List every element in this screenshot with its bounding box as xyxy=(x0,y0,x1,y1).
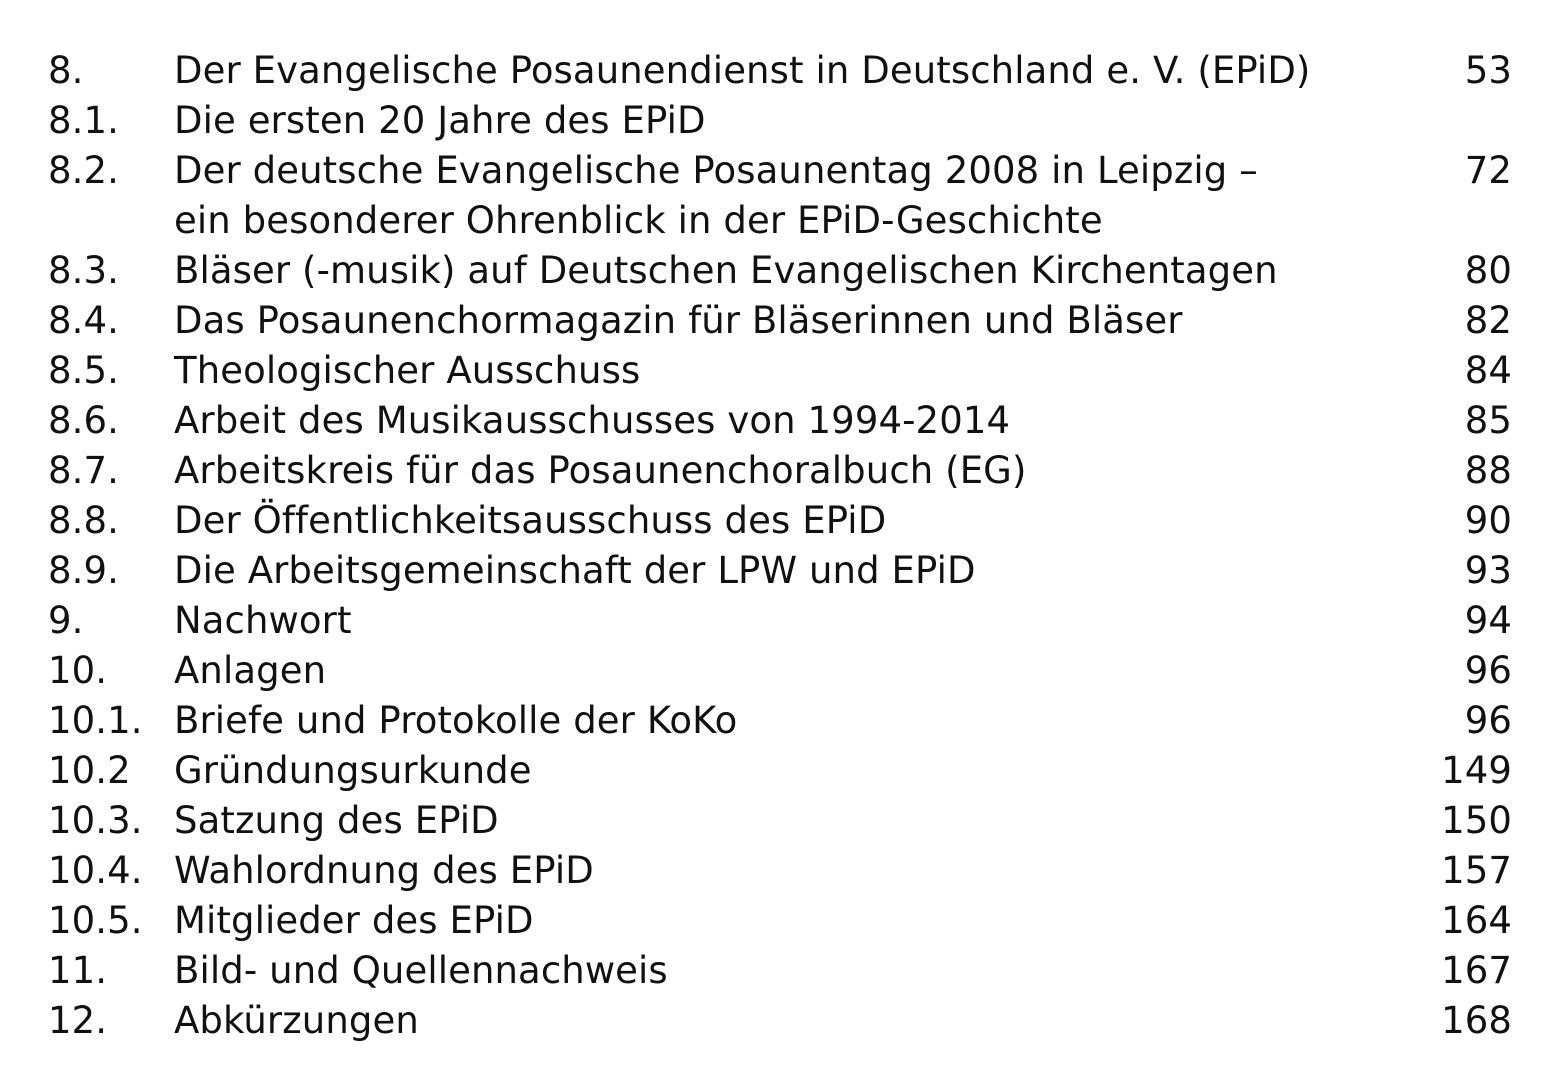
toc-entry xyxy=(48,746,1512,796)
toc-entry-title xyxy=(174,546,1404,596)
toc-entry-title-line: Der Evangelische Posaunendienst in Deutschland e. V. (EPiD) xyxy=(174,49,1311,92)
toc-entry-page-number: 149 xyxy=(1441,749,1512,792)
toc-entry-page-number: 93 xyxy=(1464,549,1512,592)
toc-entry-number: 10. xyxy=(48,649,108,692)
toc-entry-title-line: Wahlordnung des EPiD xyxy=(174,849,594,892)
toc-entry-title xyxy=(174,496,1404,546)
toc-entry xyxy=(48,846,1512,896)
toc-entry-page-number: 53 xyxy=(1464,49,1512,92)
toc-entry-title xyxy=(174,696,1404,746)
toc-entry-title-line: Gründungsurkunde xyxy=(174,749,532,792)
toc-entry-title-line: Der Öffentlichkeitsausschuss des EPiD xyxy=(174,499,887,542)
toc-entry xyxy=(48,496,1512,546)
toc-entry xyxy=(48,446,1512,496)
toc-entry xyxy=(48,146,1512,246)
toc-entry-title xyxy=(174,296,1404,346)
toc-entry-title-line: Mitglieder des EPiD xyxy=(174,899,534,942)
toc-entry-number: 11. xyxy=(48,949,108,992)
toc-entry-page-number: 150 xyxy=(1441,799,1512,842)
toc-entry xyxy=(48,246,1512,296)
toc-entry-number: 8.6. xyxy=(48,399,120,442)
toc-entry-title-line: Briefe und Protokolle der KoKo xyxy=(174,699,738,742)
toc-entry-number: 9. xyxy=(48,599,84,642)
toc-entry-title-line: Abkürzungen xyxy=(174,999,419,1042)
toc-entry xyxy=(48,596,1512,646)
toc-entry xyxy=(48,96,1512,146)
toc-entry-page-number: 164 xyxy=(1441,899,1512,942)
toc-entry xyxy=(48,46,1512,96)
toc-entry-page-number: 80 xyxy=(1464,249,1512,292)
toc-entry-number: 8.1. xyxy=(48,99,120,142)
toc-entry-title-line: Das Posaunenchormagazin für Bläserinnen und Bläser xyxy=(174,299,1183,342)
toc-entry-number: 8. xyxy=(48,49,84,92)
toc-entry-title xyxy=(174,46,1404,96)
toc-entry-number: 8.9. xyxy=(48,549,120,592)
toc-entry-title xyxy=(174,146,1404,246)
toc-entry xyxy=(48,896,1512,946)
toc-entry-title xyxy=(174,946,1404,996)
toc-entry xyxy=(48,996,1512,1046)
toc-entry-number: 8.7. xyxy=(48,449,120,492)
toc-entry-title-line: Die ersten 20 Jahre des EPiD xyxy=(174,99,706,142)
toc-entry-title-line: Der deutsche Evangelische Posaunentag 2008 in Leipzig – xyxy=(174,149,1258,192)
toc-entry-number: 10.1. xyxy=(48,699,143,742)
toc-entry-number: 10.4. xyxy=(48,849,143,892)
toc-entry-number: 8.5. xyxy=(48,349,120,392)
toc-entry-number: 8.3. xyxy=(48,249,120,292)
toc-entry-page-number: 72 xyxy=(1464,149,1512,192)
toc-entry-page-number: 85 xyxy=(1464,399,1512,442)
toc-entry-title xyxy=(174,796,1404,846)
toc-entry-title xyxy=(174,596,1404,646)
toc-entry-title-line: Bläser (-musik) auf Deutschen Evangelischen Kirchentagen xyxy=(174,249,1278,292)
toc-entry xyxy=(48,946,1512,996)
toc-entry-page-number: 84 xyxy=(1464,349,1512,392)
toc-entry-title-line: Theologischer Ausschuss xyxy=(174,349,641,392)
toc-entry xyxy=(48,796,1512,846)
toc-entry xyxy=(48,646,1512,696)
toc-entry xyxy=(48,696,1512,746)
toc-entry xyxy=(48,546,1512,596)
toc-entry-title-line-2: ein besonderer Ohrenblick in der EPiD-Geschichte xyxy=(174,199,1103,242)
toc-entry-title-line: Satzung des EPiD xyxy=(174,799,499,842)
toc-entry-title xyxy=(174,96,1404,146)
toc-entry-page-number: 82 xyxy=(1464,299,1512,342)
toc-entry-page-number: 90 xyxy=(1464,499,1512,542)
toc-entry-title xyxy=(174,996,1404,1046)
toc-entry-page-number: 168 xyxy=(1441,999,1512,1042)
toc-entry-title-line: Arbeit des Musikausschusses von 1994-2014 xyxy=(174,399,1011,442)
toc-entry-page-number: 157 xyxy=(1441,849,1512,892)
toc-entry-number: 10.5. xyxy=(48,899,143,942)
toc-entry-number: 10.2 xyxy=(48,749,131,792)
toc-entry xyxy=(48,396,1512,446)
toc-entry-title xyxy=(174,896,1404,946)
toc-entry-title xyxy=(174,346,1404,396)
toc-entry-title xyxy=(174,446,1404,496)
toc-entry-title xyxy=(174,246,1404,296)
toc-entry-title xyxy=(174,746,1404,796)
toc-entry-number: 8.2. xyxy=(48,149,120,192)
toc-entry xyxy=(48,296,1512,346)
toc-entry-title xyxy=(174,846,1404,896)
toc-entry xyxy=(48,346,1512,396)
toc-entry-page-number: 94 xyxy=(1464,599,1512,642)
toc-entry-number: 12. xyxy=(48,999,108,1042)
toc-entry-title-line: Bild- und Quellennachweis xyxy=(174,949,668,992)
toc-entry-title-line: Die Arbeitsgemeinschaft der LPW und EPiD xyxy=(174,549,976,592)
toc-entry-page-number: 96 xyxy=(1464,649,1512,692)
toc-entry-title xyxy=(174,646,1404,696)
toc-entry-number: 10.3. xyxy=(48,799,143,842)
toc-entry-title-line: Arbeitskreis für das Posaunenchoralbuch (EG) xyxy=(174,449,1027,492)
toc-entry-page-number: 167 xyxy=(1441,949,1512,992)
toc-entry-number: 8.4. xyxy=(48,299,120,342)
toc-entry-title xyxy=(174,396,1404,446)
toc-entry-title-line: Nachwort xyxy=(174,599,352,642)
toc-entry-page-number: 88 xyxy=(1464,449,1512,492)
toc-entry-page-number: 96 xyxy=(1464,699,1512,742)
toc-entry-number: 8.8. xyxy=(48,499,120,542)
toc-entry-title-line: Anlagen xyxy=(174,649,327,692)
